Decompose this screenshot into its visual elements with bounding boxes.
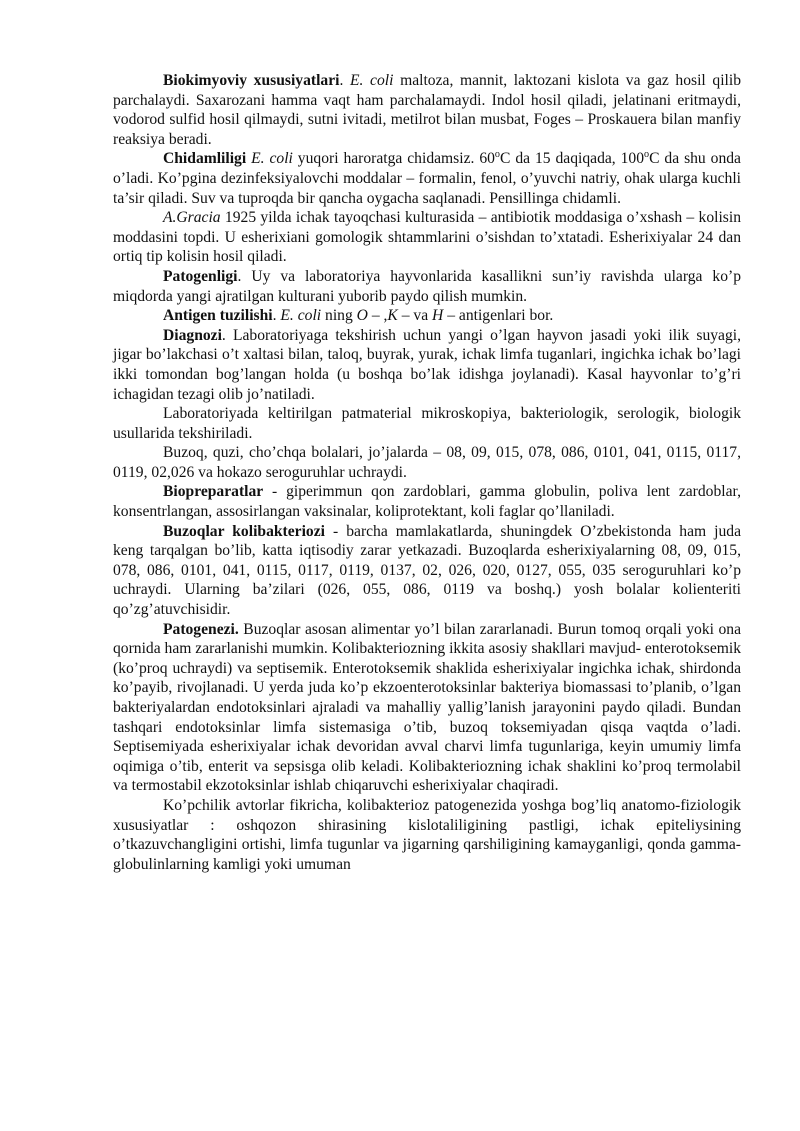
paragraph-text: 1925 yilda ichak tayoqchasi kulturasida – antibiotik moddasiga o’xshash – kolisin moddasini topdi. U esherixiani gomologik shtammlarini o’sishdan to’xtatadi. Esherixiyalar 24 dan ortiq tip kolisin hosil qiladi. [113,209,741,266]
paragraph-text: - barcha mamlakatlarda, shuningdek O’zbekistonda ham juda keng tarqalgan bo’lib, katta iqtisodiy zarar yetkazadi. Buzoqlarda esherixiyalarning 08, 09, 015, 078, 086, 0101, 041, 0115, 0117, 0119, 0137, 02, 026, 020, 0127, 055, 035 seroguruhlari ko’p uchraydi. Ularning ba’zilari (026, 055, 086, 0119 va boshq.) yosh bolalar kolienteriti qo’zg’atuvchisidir. [113,522,741,619]
superscript: o [644,149,650,161]
paragraph-text: . [272,307,281,325]
bold-term: Buzoqlar kolibakteriozi [163,522,325,540]
paragraph-text: ning [321,307,357,325]
paragraph [113,620,741,796]
bold-term: Biokimyoviy xususiyatlari [163,72,340,89]
italic-term: O [356,307,368,325]
paragraph-text: yuqori haroratga chidamsiz. 60 [292,150,495,168]
italic-term: A.Gracia [163,209,221,227]
paragraph-text: Laboratoriyada keltirilgan patmaterial mikroskopiya, bakteriologik, serologik, biologik usullarida tekshiriladi. [113,405,741,442]
paragraph-text: – va [397,307,433,325]
paragraph-text: Buzoq, quzi, cho’chqa bolalari, jo’jalarda – 08, 09, 015, 078, 086, 0101, 041, 0115, 0117, 0119, 02,026 va hokazo seroguruhlar uchraydi. [113,444,741,481]
italic-term: E. coli [251,150,293,168]
paragraph [113,208,741,267]
bold-term: Chidamliligi [163,150,247,168]
bold-term: Antigen tuzilishi [163,307,273,325]
paragraph [113,306,741,326]
bold-term: Diagnozi [163,326,222,344]
paragraph-text: C da 15 daqiqada, 100 [499,150,645,168]
bold-term: Biopreparatlar [163,483,264,501]
italic-term: H [432,307,444,325]
paragraph [113,149,741,208]
paragraph [113,71,741,149]
italic-term: K [387,307,398,325]
italic-term: E. coli [350,72,394,89]
bold-term: Patogenezi. [163,620,239,638]
paragraph [113,326,741,404]
paragraph-text: Buzoqlar asosan alimentar yo’l bilan zararlanadi. Burun tomoq orqali yoki ona qornida ham zararlanishi mumkin. Kolibakteriozning ikkita asosiy shakllari mavjud- enterotoksemik (ko’proq uchraydi) va septisemik. Enterotoksemik shaklida esherixiyalar ingichka ichak, shirdonda ko’payib, rivojlanadi. U yerda juda ko’p ekzoenterotoksinlar bakteriya biomassasi to’planib, o’lgan bakteriyalardan endotoksinlari ajraladi va mahalliy yallig’lanish jarayonini paydo qiladi. Bundan tashqari endotoksinlar limfa sistemasiga o’tib, buzoq toksemiyadan qisqa vaqtda o’ladi. Septisemiyada esherixiyalar ichak devoridan avval charvi limfa tugunlariga, keyin umumiy limfa oqimiga o’tib, enterit va sepsisga olib keladi. Kolibakteriozning ichak shaklini ko’proq termolabil va termostabil ekzotoksinlar ishlab chiqaruvchi esherixiyalar chaqiradi. [113,620,741,795]
paragraph [113,796,741,874]
paragraph [113,267,741,306]
paragraph-text: – , [367,307,388,325]
superscript: o [494,149,500,161]
paragraph [113,443,741,482]
document-page [113,71,741,874]
paragraph-text: . Uy va laboratoriya hayvonlarida kasallikni sun’iy ravishda ularga ko’p miqdorda yangi ajratilgan kulturani yuborib paydo qilish mumkin. [113,267,741,305]
paragraph-text: C da shu onda o’ladi. Ko’pgina dezinfeksiyalovchi moddalar – formalin, fenol, o’yuvchi natriy, ohak ularga kuchli ta’sir qiladi. Suv va tuproqda bir qancha oygacha saqlanadi. Pensillinga chidamli. [113,150,741,207]
paragraph [113,482,741,521]
paragraph [113,522,741,620]
paragraph-text: - giperimmun qon zardoblari, gamma globulin, poliva lent zardoblar, konsentrlangan, assosirlangan vaksinalar, koliprotektant, koli faglar qo’llaniladi. [113,483,741,521]
bold-term: Patogenligi [163,267,238,285]
paragraph-text: Ko’pchilik avtorlar fikricha, kolibakterioz patogenezida yoshga bog’liq anatomo-fiziologik xususiyatlar : oshqozon shirasining kislotaliligining pastligi, ichak epiteliysining o’tkazuvchangligini ortishi, limfa tugunlar va jigarning qarshiligining kamayganligi, qonda gamma-globulinlarning kamligi yoki umuman [113,796,741,873]
paragraph-text: – antigenlari bor. [443,307,554,325]
paragraph-text: maltoza, mannit, laktozani kislota va gaz hosil qilib parchalaydi. Saxarozani hamma vaqt ham parchalamaydi. Indol hosil qiladi, jelatinani eritmaydi, vodorod sulfid hosil qilmaydi, sutni ivitadi, metilrot bilan musbat, Foges – Proskauera bilan manfiy reaksiya beradi. [113,72,741,148]
paragraph-text: . Laboratoriyaga tekshirish uchun yangi o’lgan hayvon jasadi yoki ilik suyagi, jigar bo’lakchasi o’t xaltasi bilan, taloq, buyrak, yurak, ichak limfa tuganlari, ingichka ichak bo’lagi ikki tomondan bog’langan holda (u boshqa bo’lak idishga joylanadi). Kasal hayvonlar to’g’ri ichagidan tezagi olib jo’natiladi. [113,326,741,403]
paragraph [113,404,741,443]
italic-term: E. coli [280,307,322,325]
paragraph-text: . [339,72,350,89]
